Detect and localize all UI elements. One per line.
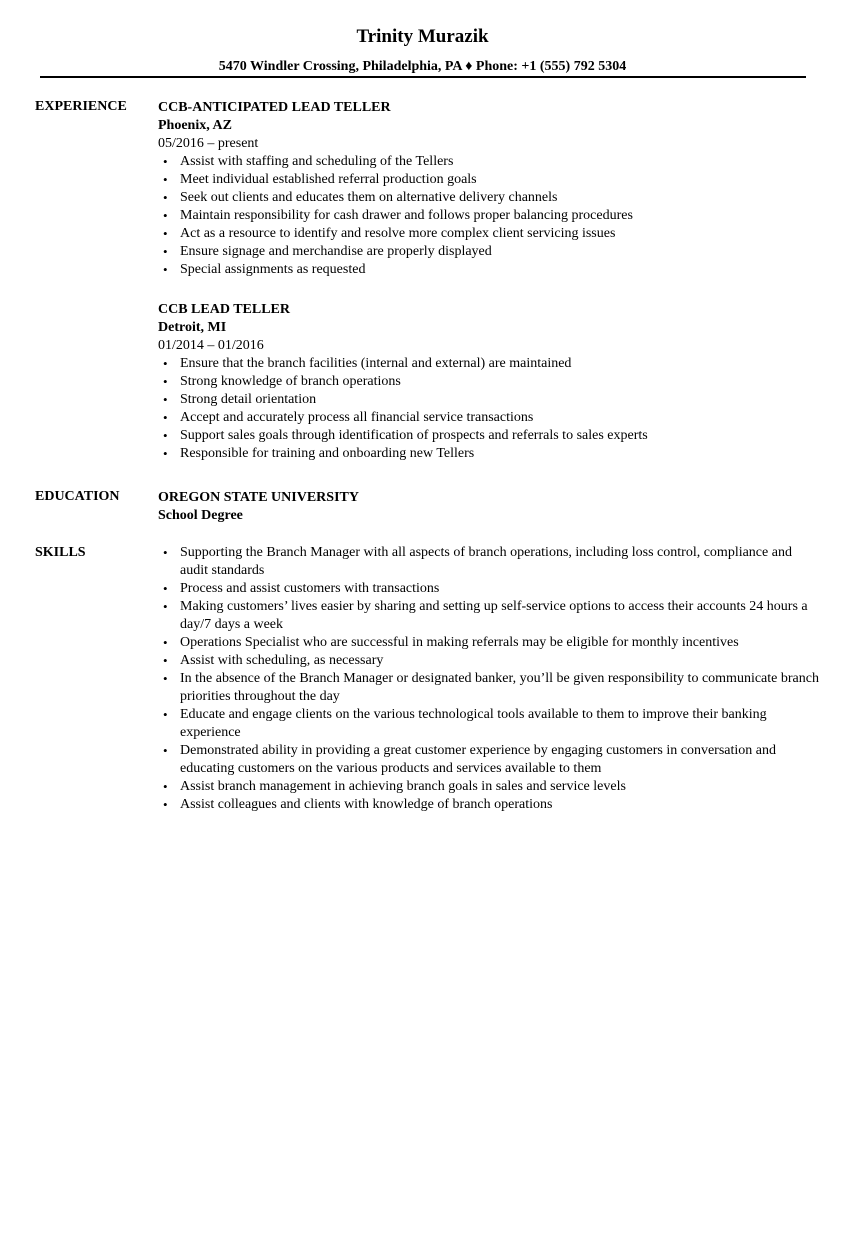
- job-entry: [158, 301, 818, 463]
- list-item: • Process and assist customers with transactions: [180, 580, 823, 598]
- job-location: Phoenix, AZ: [158, 118, 232, 133]
- list-item: • Supporting the Branch Manager with all aspects of branch operations, including loss control, compliance and audit standards: [180, 544, 823, 580]
- list-item: • Demonstrated ability in providing a great customer experience by engaging customers in conversation and educating customers on the various products and services available to them: [180, 742, 823, 778]
- list-item: • Assist with staffing and scheduling of the Tellers: [180, 153, 818, 171]
- list-item: • Ensure signage and merchandise are properly displayed: [180, 243, 818, 261]
- list-item: • Strong detail orientation: [180, 391, 818, 409]
- list-item: • Ensure that the branch facilities (internal and external) are maintained: [180, 355, 818, 373]
- list-item: • Operations Specialist who are successful in making referrals may be eligible for monthly incentives: [180, 634, 823, 652]
- skills-entry: [158, 544, 823, 814]
- list-item: • Strong knowledge of branch operations: [180, 373, 818, 391]
- job-location: Detroit, MI: [158, 320, 227, 335]
- list-item: • Support sales goals through identification of prospects and referrals to sales experts: [180, 427, 818, 445]
- skills-list: [158, 544, 823, 814]
- job-bullets: [158, 355, 818, 463]
- list-item: • Accept and accurately process all financial service transactions: [180, 409, 818, 427]
- section-label-education: EDUCATION: [35, 489, 120, 504]
- school-name: OREGON STATE UNIVERSITY: [158, 490, 359, 505]
- job-title: CCB-ANTICIPATED LEAD TELLER: [158, 100, 391, 115]
- list-item: • Seek out clients and educates them on alternative delivery channels: [180, 189, 818, 207]
- list-item: • Making customers’ lives easier by sharing and setting up self-service options to access their accounts 24 hours a day/7 days a week: [180, 598, 823, 634]
- list-item: • Maintain responsibility for cash drawer and follows proper balancing procedures: [180, 207, 818, 225]
- list-item: • Act as a resource to identify and resolve more complex client servicing issues: [180, 225, 818, 243]
- degree: School Degree: [158, 508, 243, 523]
- job-entry: [158, 99, 818, 279]
- job-dates: 01/2014 – 01/2016: [158, 338, 264, 353]
- section-label-experience: EXPERIENCE: [35, 99, 127, 114]
- section-label-skills: SKILLS: [35, 545, 86, 560]
- education-entry: [158, 489, 818, 525]
- list-item: • Assist with scheduling, as necessary: [180, 652, 823, 670]
- list-item: • Responsible for training and onboarding new Tellers: [180, 445, 818, 463]
- job-dates: 05/2016 – present: [158, 136, 259, 151]
- list-item: • Assist branch management in achieving branch goals in sales and service levels: [180, 778, 823, 796]
- job-bullets: [158, 153, 818, 279]
- list-item: • Educate and engage clients on the various technological tools available to them to improve their banking experience: [180, 706, 823, 742]
- contact-line: 5470 Windler Crossing, Philadelphia, PA ♦ Phone: +1 (555) 792 5304: [218, 59, 627, 74]
- header-divider: [40, 76, 806, 78]
- job-title: CCB LEAD TELLER: [158, 302, 291, 317]
- list-item: • In the absence of the Branch Manager or designated banker, you’ll be given responsibility to communicate branch priorities throughout the day: [180, 670, 823, 706]
- list-item: • Meet individual established referral production goals: [180, 171, 818, 189]
- list-item: • Special assignments as requested: [180, 261, 818, 279]
- candidate-name: Trinity Murazik: [356, 26, 489, 47]
- list-item: • Assist colleagues and clients with knowledge of branch operations: [180, 796, 823, 814]
